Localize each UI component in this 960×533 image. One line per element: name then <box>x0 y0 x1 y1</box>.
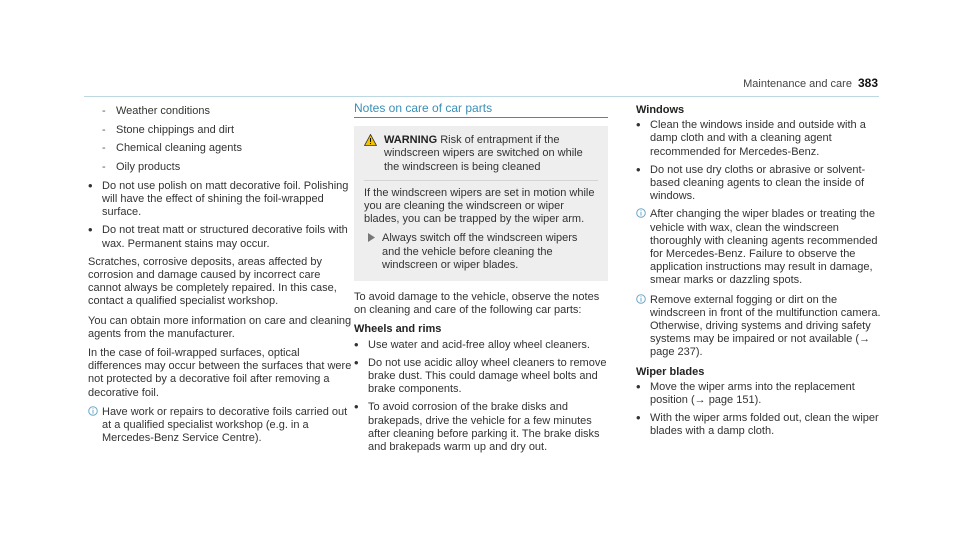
bullet-icon: • <box>88 222 93 238</box>
warning-action: Always switch off the windscreen wipers and the vehicle before cleaning the windscreen or wiper blades. <box>364 232 598 272</box>
column-left <box>88 102 352 451</box>
bullet-icon: • <box>354 399 359 415</box>
bullet-item: • Do not treat matt or structured decorative foils with wax. Permanent stains may occur. <box>88 222 348 250</box>
bullet-icon: • <box>88 177 93 193</box>
dash-item: - Oily products <box>102 161 181 174</box>
info-icon <box>88 406 98 416</box>
bullet-icon: • <box>354 354 359 370</box>
warning-body: If the windscreen wipers are set in motion while you are cleaning the windscreen or wiper blades, you can be trapped by the wiper arm. <box>364 186 595 226</box>
note: After changing the wiper blades or treating the vehicle with wax, clean the windscreen thoroughly with cleaning agents recommended for Mercedes-Benz. Failure to observe the application instructions may result in damage, smear marks or dazzling spots. <box>636 208 886 287</box>
page-header <box>743 76 878 90</box>
warning-heading: WARNING Risk of entrapment if the windscreen wipers are switched on while the windscreen is being cleaned <box>364 134 598 181</box>
info-icon <box>636 208 646 218</box>
paragraph: Scratches, corrosive deposits, areas affected by corrosion and damage caused by incorrect care cannot always be completely repaired. In this case, contact a qualified specialist workshop. <box>88 255 337 308</box>
warning-icon <box>364 134 377 146</box>
bullet-item: • Use water and acid-free alloy wheel cleaners. <box>354 336 590 352</box>
subheading-wiper-blades: Wiper blades <box>636 365 705 378</box>
note: Have work or repairs to decorative foils carried out at a qualified specialist workshop (e.g. in a Mercedes-Benz Service Centre). <box>88 406 352 446</box>
bullet-icon: • <box>636 410 641 426</box>
info-icon <box>636 294 646 304</box>
header-rule <box>84 96 879 97</box>
column-middle <box>354 102 608 459</box>
bullet-item: • Do not use dry cloths or abrasive or solvent-based cleaning agents to clean the inside of windows. <box>636 161 866 203</box>
section-heading: Notes on care of car parts <box>354 102 608 118</box>
bullet-item: • To avoid corrosion of the brake disks and brakepads, drive the vehicle for a few minutes after cleaning before parking it. The brake disks and brakepads warm up and dry out. <box>354 399 600 454</box>
bullet-item: • Do not use acidic alloy wheel cleaners to remove brake dust. This could damage wheel bolts and brake components. <box>354 354 607 396</box>
bullet-icon: • <box>636 378 641 394</box>
section-title: Maintenance and care <box>743 78 852 90</box>
bullet-icon: • <box>636 161 641 177</box>
arrow-icon <box>368 233 375 242</box>
note: Remove external fogging or dirt on the windscreen in front of the multifunction camera. Otherwise, driving systems and driving safety systems may be impaired or not available (→ page 237). <box>636 294 886 360</box>
intro-text: To avoid damage to the vehicle, observe the notes on cleaning and care of the following car parts: <box>354 291 600 317</box>
subheading-wheels: Wheels and rims <box>354 323 442 336</box>
bullet-icon: • <box>636 117 641 133</box>
bullet-item: • With the wiper arms folded out, clean the wiper blades with a damp cloth. <box>636 410 879 438</box>
bullet-item: • Move the wiper arms into the replacement position (→ page 151). <box>636 378 855 407</box>
subheading-windows: Windows <box>636 104 685 116</box>
warning-label: WARNING <box>384 134 438 147</box>
dash-item: - Weather conditions <box>102 105 210 117</box>
column-right <box>636 102 886 444</box>
dash-item: - Chemical cleaning agents <box>102 142 242 155</box>
warning-box <box>354 126 608 281</box>
bullet-item: • Do not use polish on matt decorative foil. Polishing will have the effect of shining the foil-wrapped surface. <box>88 177 349 219</box>
page-number: 383 <box>857 76 878 90</box>
bullet-icon: • <box>354 336 359 352</box>
paragraph: In the case of foil-wrapped surfaces, optical differences may occur between the surfaces that were not protected by a decorative foil after removing a decorative foil. <box>88 347 352 399</box>
dash-item: - Stone chippings and dirt <box>102 123 235 136</box>
paragraph: You can obtain more information on care and cleaning agents from the manufacturer. <box>88 314 352 340</box>
bullet-item: • Clean the windows inside and outside with a damp cloth and with a cleaning agent recommended for Mercedes-Benz. <box>636 117 866 158</box>
